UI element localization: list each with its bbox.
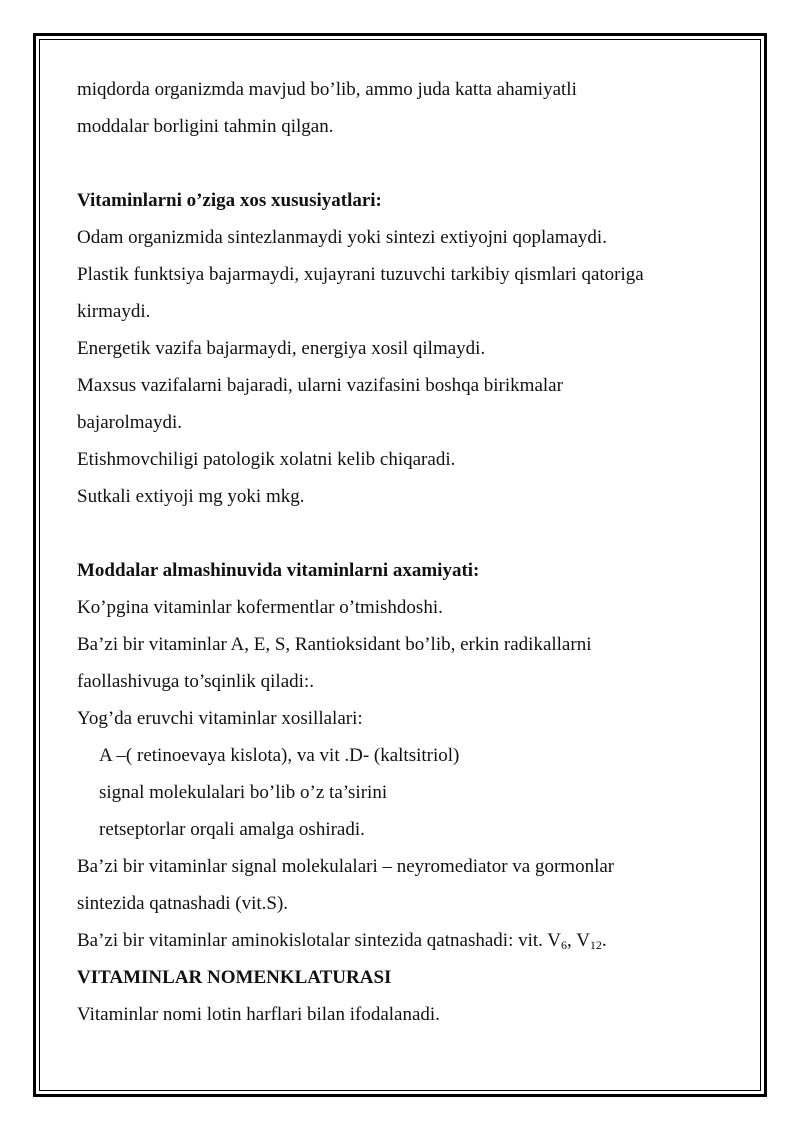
intro-line-1: miqdorda organizmda mavjud bo’lib, ammo juda katta ahamiyatli bbox=[77, 79, 577, 100]
document-body bbox=[77, 71, 737, 1033]
paragraph-line: kirmaydi. bbox=[77, 301, 151, 322]
paragraph-line: Odam organizmida sintezlanmaydi yoki sintezi extiyojni qoplamaydi. bbox=[77, 227, 607, 248]
paragraph-line: Sutkali extiyoji mg yoki mkg. bbox=[77, 486, 305, 507]
paragraph-line: Ba’zi bir vitaminlar signal molekulalari – neyromediator va gormonlar bbox=[77, 856, 615, 877]
paragraph-line: Ba’zi bir vitaminlar A, E, S, Rantioksidant bo’lib, erkin radikallarni bbox=[77, 634, 592, 655]
spacer bbox=[77, 145, 737, 182]
paragraph-line: sintezida qatnashadi (vit.S). bbox=[77, 893, 289, 914]
paragraph-line: bajarolmaydi. bbox=[77, 412, 182, 433]
intro-line-2: moddalar borligini tahmin qilgan. bbox=[77, 116, 334, 137]
paragraph-line: faollashivuga to’sqinlik qiladi:. bbox=[77, 671, 314, 692]
paragraph-line: Etishmovchiligi patologik xolatni kelib chiqaradi. bbox=[77, 449, 456, 470]
section-heading-metabolism: Moddalar almashinuvida vitaminlarni axamiyati: bbox=[77, 560, 480, 581]
paragraph-line: Plastik funktsiya bajarmaydi, xujayrani tuzuvchi tarkibiy qismlari qatoriga bbox=[77, 264, 644, 285]
indented-line: retseptorlar orqali amalga oshiradi. bbox=[99, 819, 365, 840]
spacer bbox=[77, 515, 737, 552]
indented-line: signal molekulalari bo’lib o’z ta’sirini bbox=[99, 782, 388, 803]
paragraph-line: Yog’da eruvchi vitaminlar xosillalari: bbox=[77, 708, 363, 729]
section-heading-properties: Vitaminlarni o’ziga xos xususiyatlari: bbox=[77, 190, 382, 211]
paragraph-line: Energetik vazifa bajarmaydi, energiya xosil qilmaydi. bbox=[77, 338, 486, 359]
subscript-12: 12 bbox=[589, 938, 602, 952]
amino-line-prefix: Ba’zi bir vitaminlar aminokislotalar sintezida qatnashadi: vit. V bbox=[77, 930, 562, 951]
amino-line-mid: , V bbox=[567, 930, 590, 951]
amino-line-suffix: . bbox=[601, 930, 607, 951]
subscript-6: 6 bbox=[561, 938, 568, 952]
section-heading-nomenclature: VITAMINLAR NOMENKLATURASI bbox=[77, 967, 392, 988]
amino-acid-line bbox=[77, 922, 737, 959]
indented-line: A –( retinoevaya kislota), va vit .D- (kaltsitriol) bbox=[99, 745, 460, 766]
paragraph-line: Maxsus vazifalarni bajaradi, ularni vazifasini boshqa birikmalar bbox=[77, 375, 563, 396]
paragraph-line: Vitaminlar nomi lotin harflari bilan ifodalanadi. bbox=[77, 1004, 440, 1025]
paragraph-line: Ko’pgina vitaminlar kofermentlar o’tmishdoshi. bbox=[77, 597, 443, 618]
